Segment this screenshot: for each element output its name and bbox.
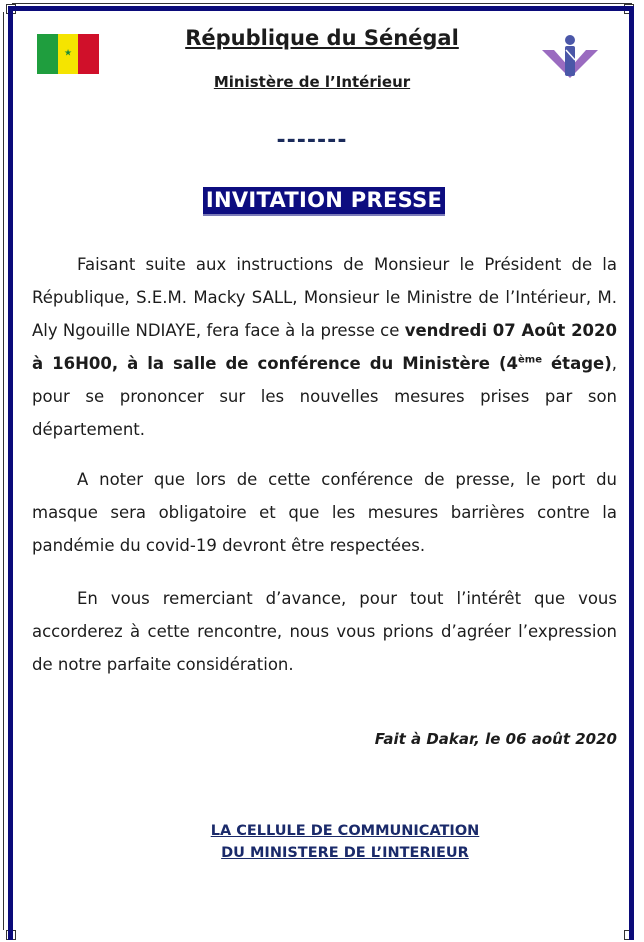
- announcement-purpose: , pour se prononcer sur les nouvelles mesures prises par son département.: [32, 354, 617, 439]
- announcement-text: Faisant suite aux instructions de Monsieur le Président de la République, S.E.M. Macky SALL, Monsieur le Ministre de l’Intérieur, M. Aly Ngouille NDIAYE, fera face à la presse ce: [32, 255, 617, 340]
- paragraph-announcement: [32, 248, 617, 446]
- signature-line-1: LA CELLULE DE COMMUNICATION: [210, 823, 480, 839]
- separator: -------: [276, 128, 348, 153]
- outer-border-line-top: [12, 3, 632, 4]
- paragraph-closing: En vous remerciant d’avance, pour tout l’intérêt que vous accorderez à cette rencontre, nous vous prions d’agréer l’expression de notre parfaite considération.: [32, 589, 617, 674]
- country-heading: République du Sénégal: [185, 26, 459, 50]
- event-datetime-location: vendredi 07 Août 2020 à 16H00, à la salle de conférence du Ministère (4ème étage): [32, 321, 618, 373]
- signature-block: [0, 820, 644, 864]
- ministry-heading: Ministère de l’Intérieur: [213, 73, 411, 91]
- signature-line-2: DU MINISTERE DE L’INTERIEUR: [221, 845, 469, 861]
- document-title: INVITATION PRESSE: [203, 187, 445, 216]
- place-and-date: Fait à Dakar, le 06 août 2020: [374, 730, 617, 748]
- flag-star-icon: ★: [63, 48, 73, 59]
- paragraph-health-measures: A noter que lors de cette conférence de presse, le port du masque sera obligatoire et que les mesures barrières contre la pandémie du covid-19 devront être respectées.: [32, 470, 617, 555]
